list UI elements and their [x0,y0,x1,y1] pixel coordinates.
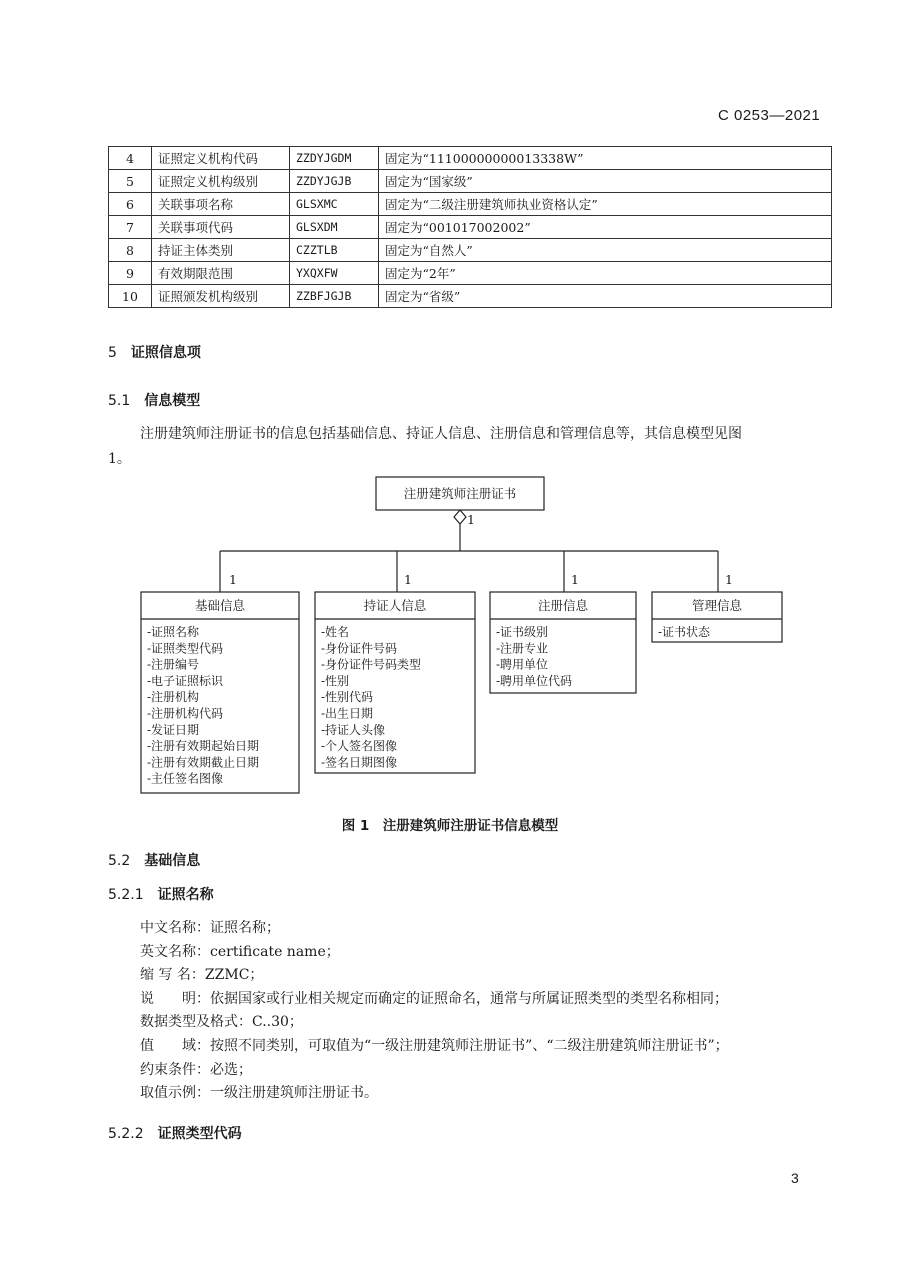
diagram-root-label: 注册建筑师注册证书 [403,486,517,501]
table-cell-no: 8 [109,239,152,262]
table-cell-desc: 固定为“2年” [379,262,832,285]
diagram-attribute: -个人签名图像 [321,739,398,754]
section-5-1-heading: 5.1 信息模型 [108,393,201,409]
definition-line: 数据类型及格式：C..30； [140,1014,303,1031]
definition-line: 英文名称：certificate name； [140,943,340,960]
definition-line: 取值示例：一级注册建筑师注册证书。 [140,1085,378,1102]
table-cell-code: GLSXMC [290,193,379,216]
diagram-attribute: -姓名 [321,625,350,639]
diagram-attribute: -电子证照标识 [147,673,224,688]
table-cell-code: ZZDYJGDM [290,147,379,170]
section-5-2-heading: 5.2 基础信息 [108,853,201,869]
diagram-attribute: -主任签名图像 [147,771,224,786]
table-cell-code: YXQXFW [290,262,379,285]
table-cell-name: 有效期限范围 [152,262,290,285]
figure-caption: 图 1 注册建筑师注册证书信息模型 [341,818,559,834]
table-cell-desc: 固定为“国家级” [379,170,832,193]
diagram-attribute: -证书状态 [658,625,711,639]
diagram-attribute: -注册机构代码 [147,706,224,721]
table-cell-code: ZZDYJGJB [290,170,379,193]
root-multiplicity: 1 [467,512,475,527]
definition-line: 约束条件：必选； [140,1061,252,1078]
mult-registration: 1 [571,572,579,587]
diagram-attribute: -签名日期图像 [321,755,398,770]
table-cell-name: 证照定义机构代码 [152,147,290,170]
table-cell-no: 6 [109,193,152,216]
definition-line: 中文名称：证照名称； [140,920,280,936]
table-cell-no: 5 [109,170,152,193]
table-cell-desc: 固定为“11100000000013338W” [379,147,832,170]
definition-line: 缩 写 名：ZZMC； [140,967,264,984]
table-cell-name: 关联事项名称 [152,193,290,216]
section-5-1-para-line1: 注册建筑师注册证书的信息包括基础信息、持证人信息、注册信息和管理信息等，其信息模型见图 [140,426,742,442]
table-cell-name: 证照颁发机构级别 [152,285,290,308]
table-cell-no: 9 [109,262,152,285]
table-cell-desc: 固定为“001017002002” [379,216,832,239]
table-cell-desc: 固定为“二级注册建筑师执业资格认定” [379,193,832,216]
diagram-attribute: -注册有效期起始日期 [147,739,260,754]
diagram-attribute: -证书级别 [496,625,549,639]
page-number: 3 [791,1170,799,1186]
table-cell-no: 10 [109,285,152,308]
diagram-attribute: -证照名称 [147,625,200,639]
table-cell-no: 7 [109,216,152,239]
field-definition-list [140,917,729,1106]
definition-line: 值 域：按照不同类别，可取值为“一级注册建筑师注册证书”、“二级注册建筑师注册证书”； [140,1037,729,1054]
section-5-1-para-line2: 1。 [108,451,131,467]
mult-basic: 1 [229,572,237,587]
diagram-attribute: -性别代码 [321,690,374,705]
mult-management: 1 [725,572,733,587]
diagram-attribute: -注册机构 [147,690,200,705]
box-title-registration: 注册信息 [537,598,589,613]
table-cell-name: 证照定义机构级别 [152,170,290,193]
diagram-attribute: -聘用单位 [496,657,549,672]
table-cell-name: 关联事项代码 [152,216,290,239]
diagram-attribute: -性别 [321,673,350,688]
diagram-attribute: -发证日期 [147,722,200,737]
table-cell-name: 持证主体类别 [152,239,290,262]
diagram-attribute: -注册编号 [147,657,200,672]
box-title-management: 管理信息 [691,598,743,613]
box-title-basic: 基础信息 [194,598,246,613]
table-cell-desc: 固定为“自然人” [379,239,832,262]
diagram-attribute: -身份证件号码 [321,641,398,656]
diagram-attribute: -持证人头像 [321,722,386,737]
diagram-attribute: -注册专业 [496,641,549,656]
diagram-attribute: -聘用单位代码 [496,673,573,688]
section-5-2-2-heading: 5.2.2 证照类型代码 [108,1126,242,1142]
diagram-attribute: -出生日期 [321,706,374,721]
table-cell-code: CZZTLB [290,239,379,262]
diagram-attribute: -证照类型代码 [147,641,224,656]
definition-line: 说 明：依据国家或行业相关规定而确定的证照命名，通常与所属证照类型的类型名称相同； [140,990,728,1007]
section-5-2-1-heading: 5.2.1 证照名称 [108,887,214,903]
box-title-holder: 持证人信息 [363,598,427,613]
table-cell-code: GLSXDM [290,216,379,239]
diagram-attribute: -注册有效期截止日期 [147,755,260,770]
section-5-heading: 5 证照信息项 [108,345,201,361]
aggregation-diamond [454,510,466,524]
mult-holder: 1 [404,572,412,587]
table-cell-desc: 固定为“省级” [379,285,832,308]
table-cell-code: ZZBFJGJB [290,285,379,308]
document-code: C 0253—2021 [718,107,821,124]
table-cell-no: 4 [109,147,152,170]
diagram-attribute: -身份证件号码类型 [321,657,422,672]
